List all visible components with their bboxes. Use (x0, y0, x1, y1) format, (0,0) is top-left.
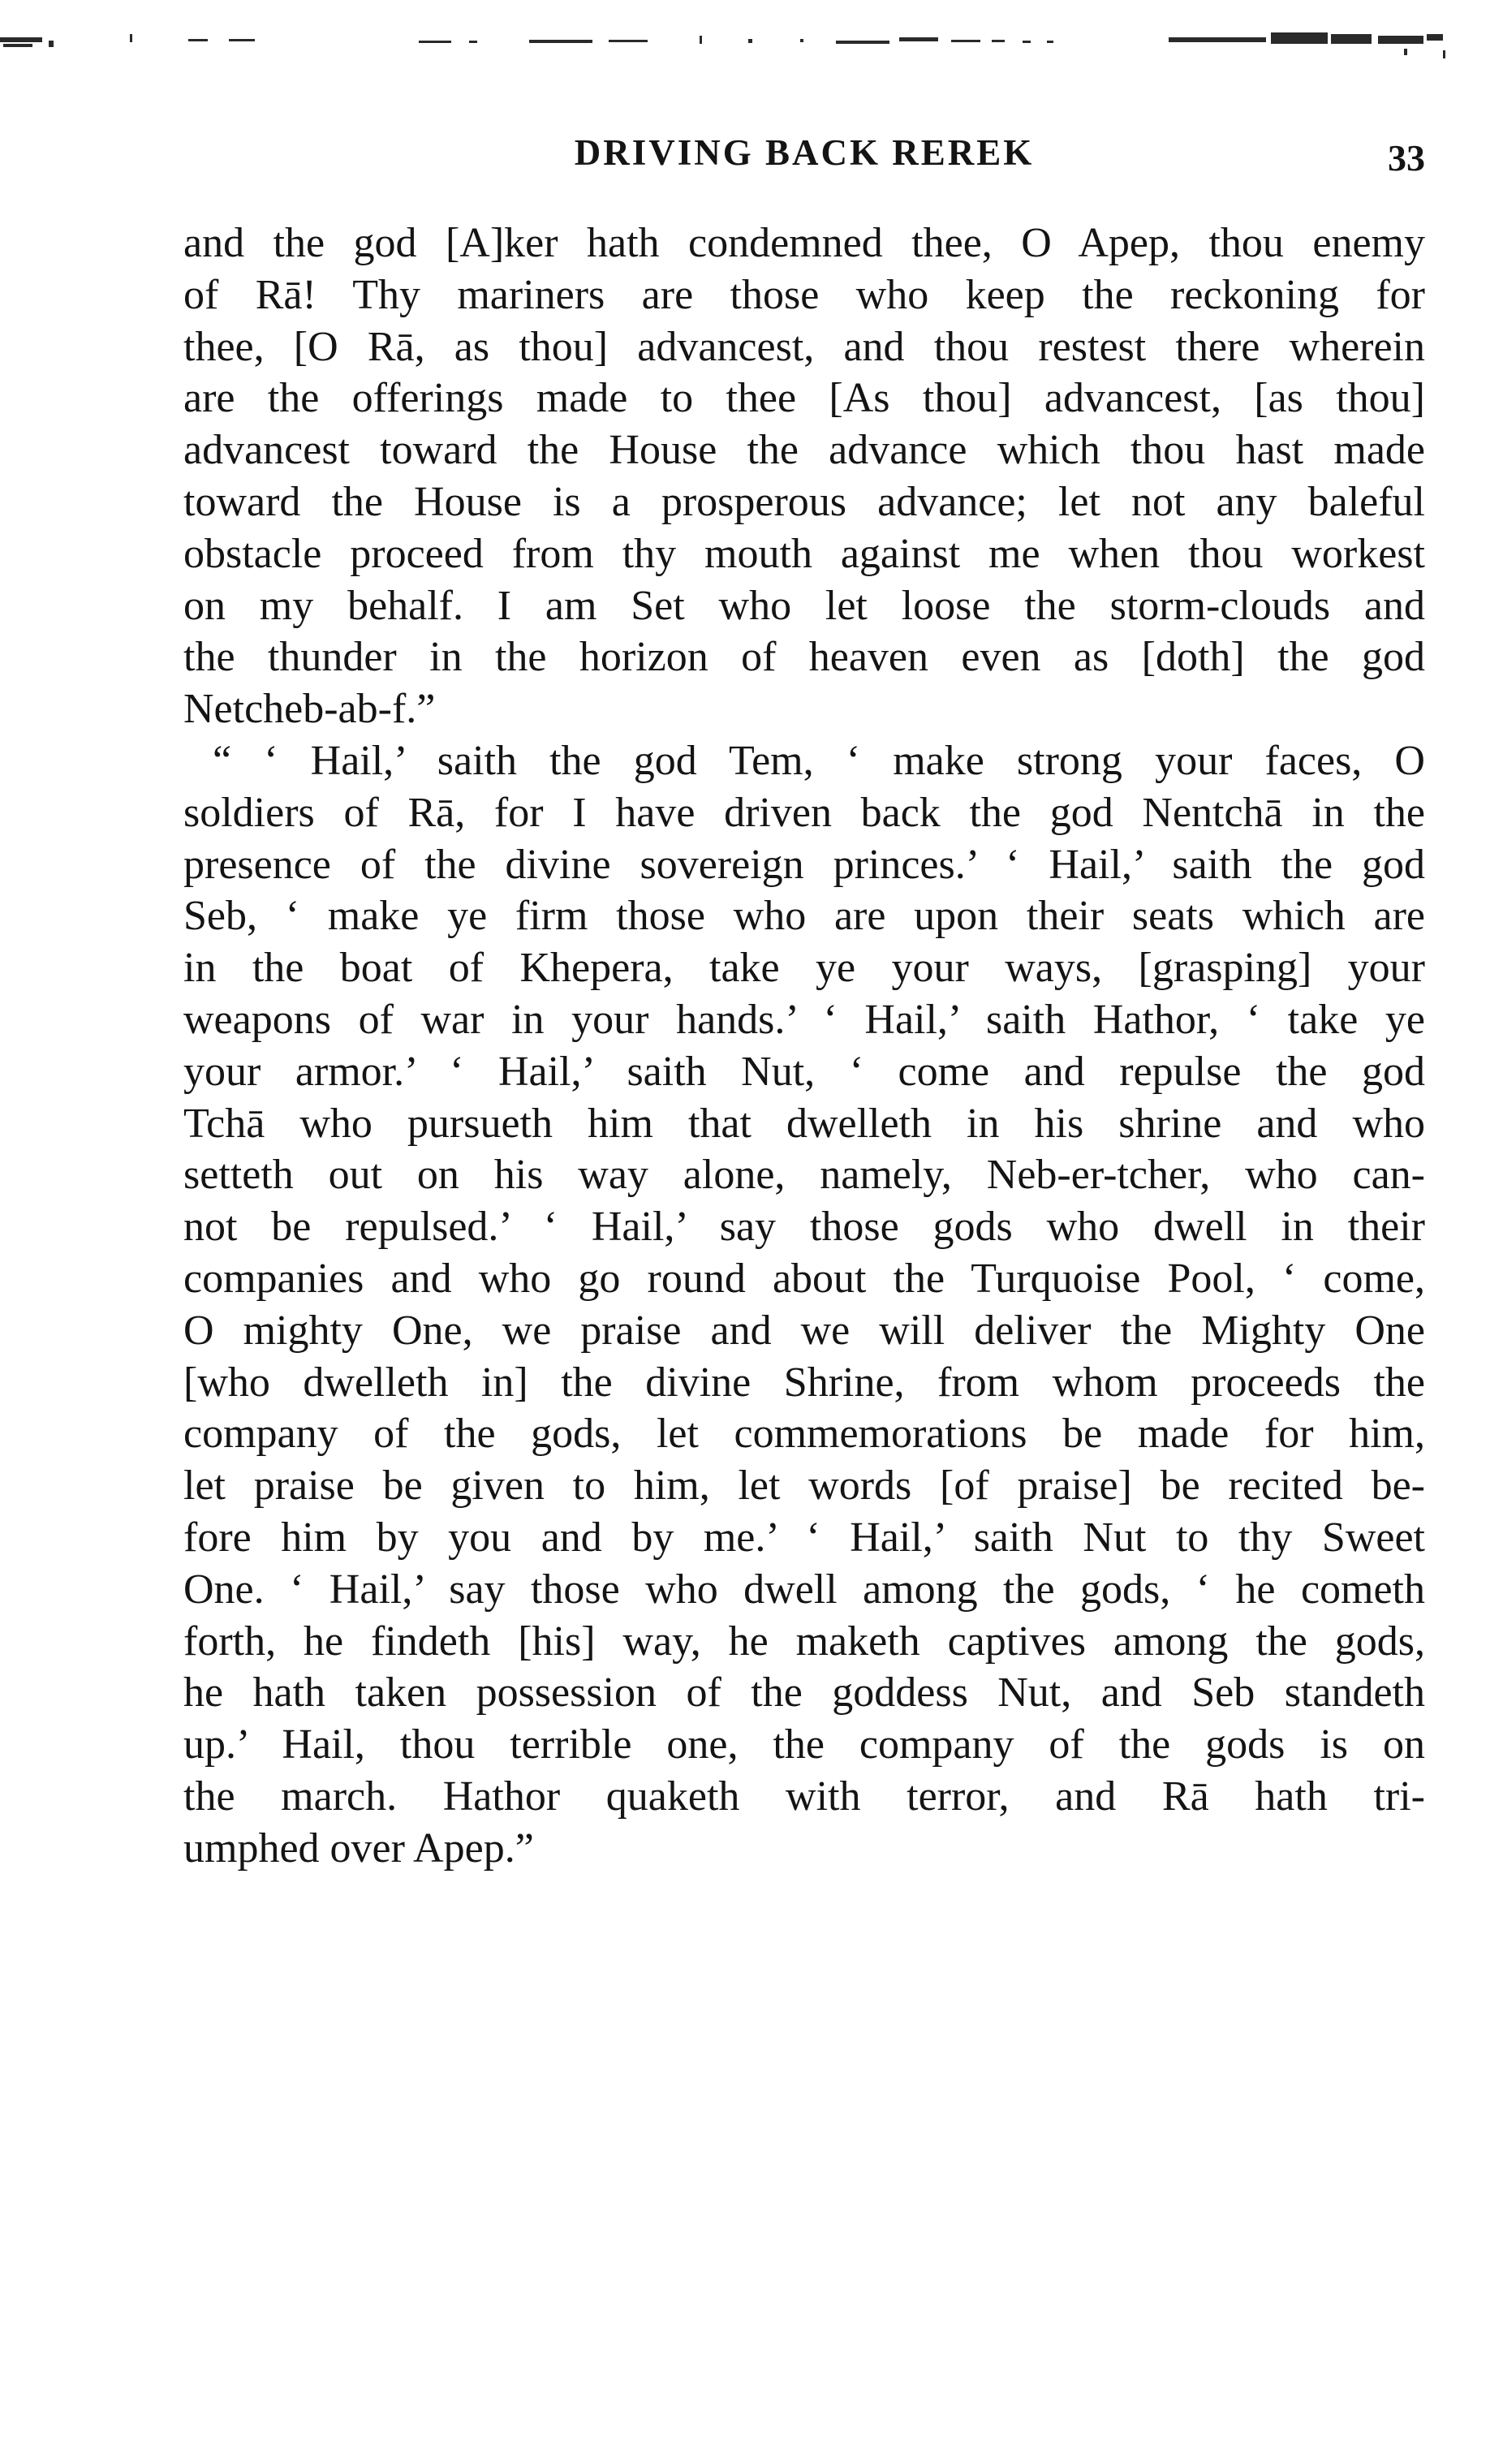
text-line: your armor.’ ‘ Hail,’ saith Nut, ‘ come and repulse the god (183, 1048, 1425, 1095)
text-line: thee, [O Rā, as thou] advancest, and thou restest there wherein (183, 323, 1425, 370)
text-line: the march. Hathor quaketh with terror, and Rā hath tri- (183, 1773, 1425, 1820)
text-line: the thunder in the horizon of heaven even as [doth] the god (183, 634, 1425, 681)
scan-artifact-strip (0, 0, 1503, 106)
text-line: advancest toward the House the advance which thou hast made (183, 427, 1425, 474)
text-line: weapons of war in your hands.’ ‘ Hail,’ saith Hathor, ‘ take ye (183, 996, 1425, 1043)
text-line: he hath taken possession of the goddess Nut, and Seb standeth (183, 1669, 1425, 1717)
running-head: DRIVING BACK REREK (574, 132, 1035, 173)
text-line: obstacle proceed from thy mouth against me when thou workest (183, 530, 1425, 577)
text-line: “ ‘ Hail,’ saith the god Tem, ‘ make strong your faces, O (213, 737, 1425, 784)
text-line: Netcheb-ab-f.” (183, 686, 436, 733)
text-line: umphed over Apep.” (183, 1824, 534, 1872)
text-line: of Rā! Thy mariners are those who keep the reckoning for (183, 271, 1425, 318)
text-line: on my behalf. I am Set who let loose the storm-clouds and (183, 582, 1425, 629)
text-line: soldiers of Rā, for I have driven back the god Nentchā in the (183, 789, 1425, 836)
body-text (183, 218, 1425, 1875)
page-header (183, 122, 1425, 179)
text-line: setteth out on his way alone, namely, Neb-er-tcher, who can- (183, 1152, 1425, 1199)
text-line: toward the House is a prosperous advance; let not any baleful (183, 478, 1425, 525)
text-line: are the offerings made to thee [As thou] advancest, [as thou] (183, 375, 1425, 422)
text-line: not be repulsed.’ ‘ Hail,’ say those gods who dwell in their (183, 1204, 1425, 1251)
text-line: and the god [A]ker hath condemned thee, O Apep, thou enemy (183, 220, 1425, 266)
text-line: fore him by you and by me.’ ‘ Hail,’ saith Nut to thy Sweet (183, 1514, 1425, 1561)
text-line: Tchā who pursueth him that dwelleth in his shrine and who (183, 1100, 1425, 1147)
text-line: presence of the divine sovereign princes.’ ‘ Hail,’ saith the god (183, 841, 1425, 888)
text-line: in the boat of Khepera, take ye your ways, [grasping] your (183, 945, 1425, 992)
text-line: let praise be given to him, let words [of praise] be recited be- (183, 1462, 1425, 1510)
text-line: Seb, ‘ make ye firm those who are upon their seats which are (183, 893, 1425, 940)
page-number: 33 (1388, 137, 1425, 179)
text-line: One. ‘ Hail,’ say those who dwell among the gods, ‘ he cometh (183, 1566, 1425, 1613)
text-line: company of the gods, let commemorations be made for him, (183, 1411, 1425, 1458)
text-line: O mighty One, we praise and we will deliver the Mighty One (183, 1307, 1425, 1354)
text-line: companies and who go round about the Turquoise Pool, ‘ come, (183, 1255, 1425, 1302)
text-line: up.’ Hail, thou terrible one, the company of the gods is on (183, 1721, 1425, 1768)
text-line: forth, he findeth [his] way, he maketh captives among the gods, (183, 1618, 1425, 1665)
text-line: [who dwelleth in] the divine Shrine, from whom proceeds the (183, 1359, 1425, 1406)
